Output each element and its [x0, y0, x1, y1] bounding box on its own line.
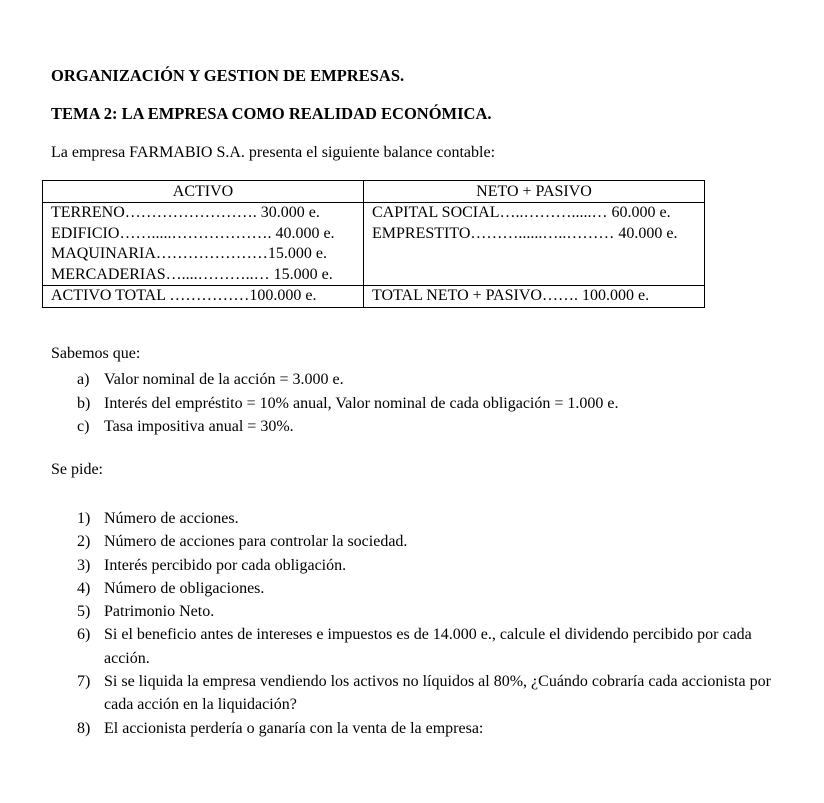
list-item-text: Número de obligaciones.: [104, 579, 265, 597]
list-item: [77, 368, 619, 392]
balance-table: [42, 180, 705, 308]
list-item: [77, 530, 777, 553]
known-list: [77, 368, 619, 439]
list-item: [77, 507, 777, 530]
list-marker: a): [77, 371, 90, 388]
list-item-text: Interés del empréstito = 10% anual, Valor nominal de cada obligación = 1.000 e.: [104, 394, 619, 412]
neto-pasivo-column: [364, 203, 705, 286]
activo-column: [43, 203, 364, 286]
balance-body-row: [43, 203, 705, 286]
list-marker: 3): [77, 556, 91, 574]
list-item-text: Tasa impositiva anual = 30%.: [104, 418, 294, 435]
list-marker: 1): [77, 510, 91, 527]
list-item-text: Si se liquida la empresa vendiendo los activos no líquidos al 80%, ¿Cuándo cobraría cada accionista por cada acción en la liquidación?: [104, 673, 771, 714]
asked-list: [77, 507, 777, 740]
list-item-text: Si el beneficio antes de intereses e impuestos es de 14.000 e., calcule el dividendo percibido por cada acción.: [104, 626, 752, 667]
neto-pasivo-total: [364, 286, 705, 308]
list-item-text: Número de acciones.: [104, 510, 239, 527]
list-item: [77, 577, 777, 600]
list-item-text: Interés percibido por cada obligación.: [104, 556, 347, 574]
list-marker: b): [77, 394, 91, 412]
list-marker: 4): [77, 579, 91, 597]
document-title: ORGANIZACIÓN Y GESTION DE EMPRESAS.: [51, 66, 405, 85]
balance-header-neto-pasivo: NETO + PASIVO: [364, 181, 705, 203]
list-marker: 2): [77, 533, 91, 551]
list-item: [77, 717, 777, 740]
balance-header-activo: ACTIVO: [43, 181, 364, 203]
document-subtitle: TEMA 2: LA EMPRESA COMO REALIDAD ECONÓMICA.: [51, 104, 492, 123]
list-item-text: El accionista perdería o ganaría con la venta de la empresa:: [104, 719, 484, 737]
list-marker: 5): [77, 603, 91, 621]
intro-paragraph: La empresa FARMABIO S.A. presenta el siguiente balance contable:: [51, 144, 496, 161]
known-label: Sabemos que:: [51, 345, 141, 362]
balance-total-row: [43, 286, 705, 308]
activo-row-mercaderias: MERCADERIAS…....………..… 15.000 e.: [51, 265, 333, 283]
list-item-text: Número de acciones para controlar la sociedad.: [104, 533, 408, 551]
list-item: [77, 392, 619, 416]
activo-total: [43, 286, 364, 308]
list-item-text: Patrimonio Neto.: [104, 603, 215, 621]
list-item: [77, 415, 619, 439]
list-item-text: Valor nominal de la acción = 3.000 e.: [104, 371, 344, 388]
pasivo-row-capital-social: CAPITAL SOCIAL…..……….....… 60.000 e.: [372, 204, 671, 221]
neto-pasivo-total-label: TOTAL NETO + PASIVO……. 100.000 e.: [372, 287, 650, 304]
pasivo-row-emprestito: EMPRESTITO………......…..……… 40.000 e.: [372, 224, 678, 242]
list-item: [77, 670, 777, 717]
activo-row-edificio: EDIFICIO…….....………………. 40.000 e.: [51, 224, 335, 242]
activo-total-label: ACTIVO TOTAL ……………100.000 e.: [51, 287, 317, 304]
balance-header-row: [43, 181, 705, 203]
list-marker: 6): [77, 626, 91, 644]
asked-label: Se pide:: [51, 461, 103, 478]
list-item: [77, 600, 777, 623]
list-marker: 8): [77, 719, 91, 737]
activo-row-maquinaria: MAQUINARIA…………………15.000 e.: [51, 245, 327, 262]
list-marker: c): [77, 418, 90, 435]
list-marker: 7): [77, 673, 91, 691]
list-item: [77, 623, 777, 670]
list-item: [77, 554, 777, 577]
activo-row-terreno: TERRENO……………………. 30.000 e.: [51, 204, 320, 221]
